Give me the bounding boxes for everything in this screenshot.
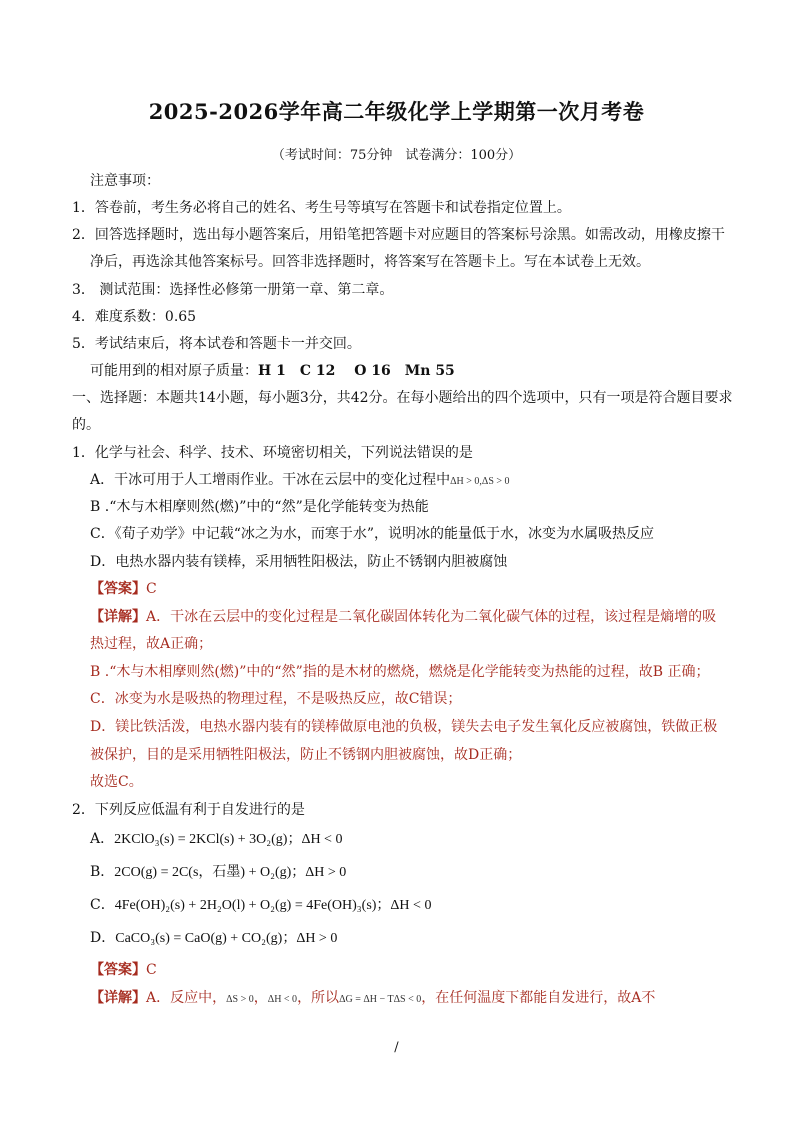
option-formula: 2CO(g) = 2C(s，石墨) + O₂(g)；ΔH > 0 (114, 865, 347, 880)
question-1-detail-6: 被保护，目的是采用牺牲阳极法，防止不锈钢内胆被腐蚀，故D正确； (90, 747, 522, 763)
exam-info: （考试时间：75分钟 试卷满分：100分） (271, 148, 522, 163)
option-label: A． (90, 831, 115, 847)
option-formula: 4Fe(OH)₂(s) + 2H₂O(l) + O₂(g) = 4Fe(OH)₃(s)；ΔH < 0 (114, 898, 432, 913)
detail-text: A．反应中， (146, 990, 227, 1006)
option-label: C． (90, 897, 115, 913)
detail-text: ，所以 (297, 990, 340, 1006)
question-2-answer (90, 960, 157, 980)
question-1-option-c: C．《荀子劝学》中记载“冰之为水，而寒于水”，说明冰的能量低于水，冰变为水属吸热反应 (90, 526, 655, 542)
atomic-mass-label: 可能用到的相对原子质量： (90, 363, 258, 379)
detail-text: ，在任何温度下都能自发进行，故A不 (421, 990, 656, 1006)
option-label: D． (90, 930, 116, 946)
question-1-detail-1 (90, 607, 716, 627)
question-2-option-b (90, 862, 346, 883)
question-1-option-d: D．电热水器内装有镁棒，采用牺牲阳极法，防止不锈钢内胆被腐蚀 (90, 554, 508, 570)
detail-text: ， (253, 990, 268, 1006)
question-1-stem: 1．化学与社会、科学、技术、环境密切相关，下列说法错误的是 (72, 445, 473, 461)
question-1-detail-3: B .“木与木相摩则然(燃)”中的“然”指的是木材的燃烧，燃烧是化学能转变为热能的过程，故B 正确； (90, 664, 710, 680)
question-2-detail-1 (90, 988, 655, 1010)
question-1-option-b: B .“木与木相摩则然(燃)”中的“然”是化学能转变为热能 (90, 499, 429, 515)
question-1-detail-5: D．镁比铁活泼，电热水器内装有的镁棒做原电池的负极，镁失去电子发生氧化反应被腐蚀，铁做正极 (90, 719, 718, 735)
page-number: / (394, 1040, 399, 1055)
question-2-option-d (90, 928, 337, 949)
answer-tag: 【答案】 (90, 581, 146, 597)
notice-5: 5．考试结束后，将本试卷和答题卡一并交回。 (72, 336, 361, 352)
section-heading: 一、选择题：本题共14小题，每小题3分，共42分。在每小题给出的四个选项中，只有一项是符合题目要求 (72, 390, 733, 406)
question-1-option-a (90, 470, 510, 492)
atomic-mass-values: H 1 C 12 O 16 Mn 55 (258, 363, 455, 379)
option-a-text: A．干冰可用于人工增雨作业。干冰在云层中的变化过程中 (90, 472, 451, 488)
question-2-stem: 2．下列反应低温有利于自发进行的是 (72, 802, 305, 818)
notice-2: 2．回答选择题时，选出每小题答案后，用铅笔把答题卡对应题目的答案标号涂黑。如需改动，用橡皮擦干 (72, 227, 725, 243)
detail-tag: 【详解】 (90, 990, 146, 1006)
section-heading-cont: 的。 (72, 417, 100, 433)
option-a-formula: ΔH > 0,ΔS > 0 (450, 476, 510, 487)
notice-1: 1．答卷前，考生务必将自己的姓名、考生号等填写在答题卡和试卷指定位置上。 (72, 200, 571, 216)
answer-value: C (146, 962, 157, 978)
notice-3: 3． 测试范围：选择性必修第一册第一章、第二章。 (72, 282, 394, 298)
answer-value: C (146, 581, 157, 597)
question-1-detail-7: 故选C。 (90, 774, 143, 790)
question-2-option-c (90, 895, 431, 916)
question-1-detail-4: C．冰变为水是吸热的物理过程，不是吸热反应，故C错误； (90, 691, 462, 707)
notice-4: 4．难度系数：0.65 (72, 309, 197, 325)
option-label: B． (90, 864, 115, 880)
detail-formula: ΔS > 0 (226, 994, 254, 1005)
question-2-option-a (90, 829, 342, 850)
notice-heading: 注意事项： (90, 173, 160, 189)
question-1-detail-2: 热过程，故A正确； (90, 636, 213, 652)
page-title: 2025-2026学年高二年级化学上学期第一次月考卷 (148, 99, 645, 124)
detail-tag: 【详解】 (90, 609, 146, 625)
answer-tag: 【答案】 (90, 962, 146, 978)
detail-formula: ΔG = ΔH − TΔS < 0 (339, 994, 422, 1005)
option-formula: CaCO₃(s) = CaO(g) + CO₂(g)；ΔH > 0 (115, 931, 338, 946)
atomic-mass-line (90, 361, 455, 381)
question-1-answer (90, 579, 157, 599)
detail-formula: ΔH < 0 (267, 994, 298, 1005)
notice-2-cont: 净后，再选涂其他答案标号。回答非选择题时，将答案写在答题卡上。写在本试卷上无效。 (90, 254, 650, 270)
detail-text: A．干冰在云层中的变化过程是二氧化碳固体转化为二氧化碳气体的过程，该过程是熵增的吸 (146, 609, 717, 625)
option-formula: 2KClO₃(s) = 2KCl(s) + 3O₂(g)；ΔH < 0 (114, 832, 343, 847)
